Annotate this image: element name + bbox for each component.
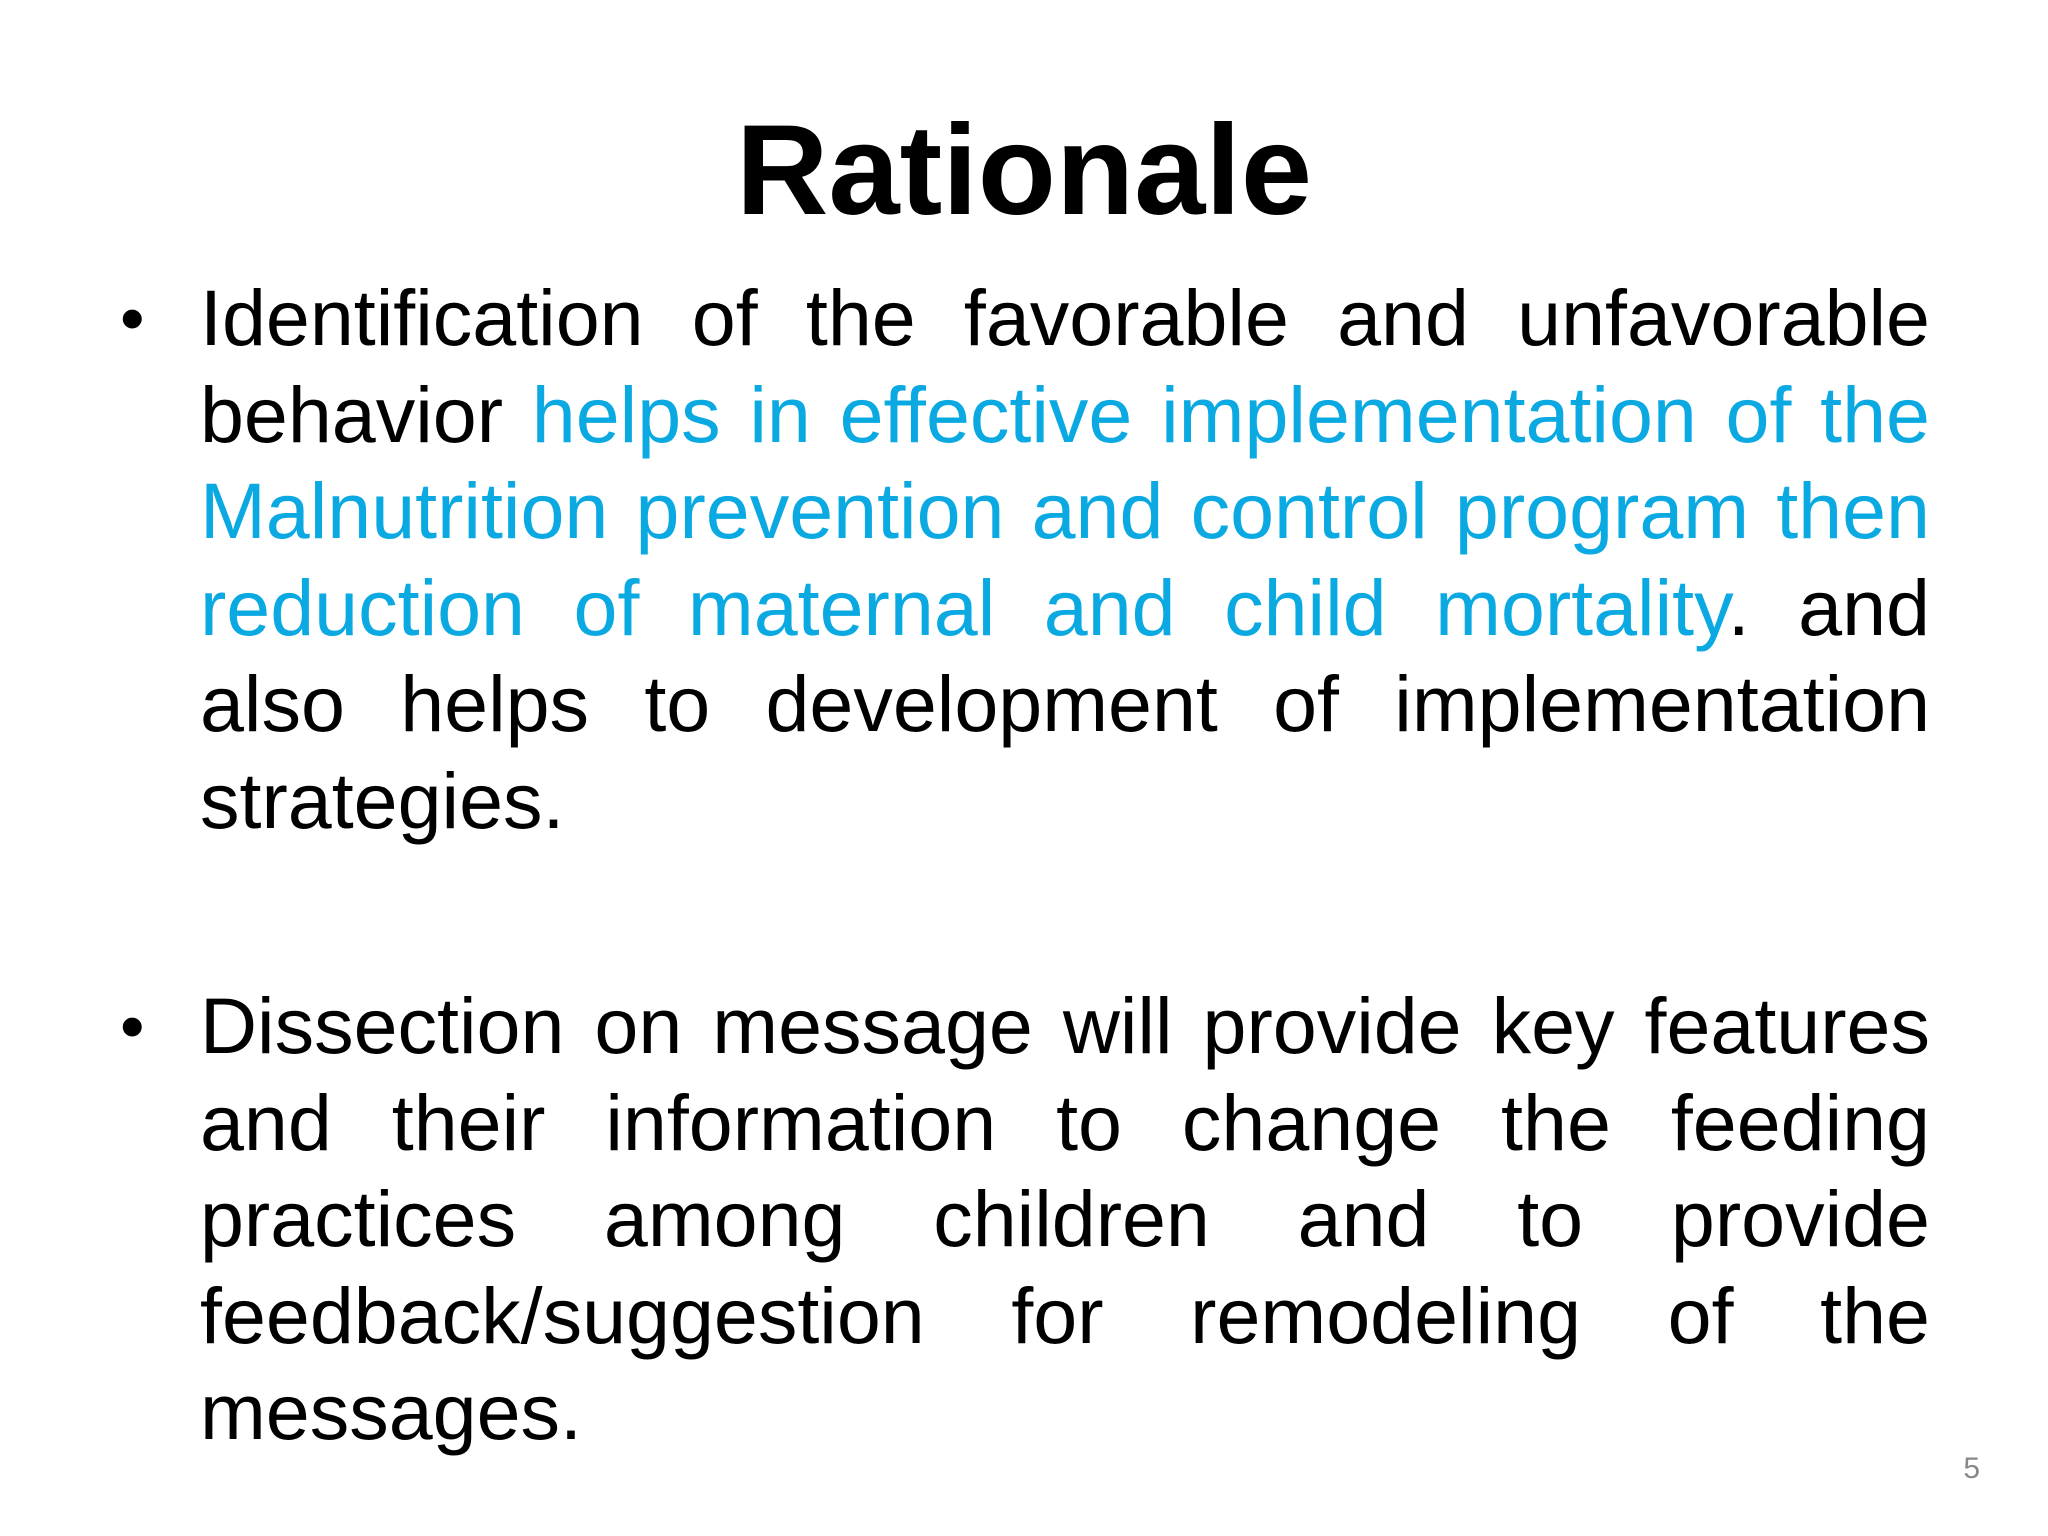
bullet-text-plain: Identification of the favorable and unfavorable behavior (200, 273, 1930, 459)
slide-title: Rationale (735, 99, 1313, 242)
bullet-text (200, 270, 1930, 849)
bullet-item-rationale-1 (120, 270, 1930, 849)
bullet-icon: • (120, 987, 145, 1065)
bullet-text-plain-end: . and also helps to development of implementation strategies. (200, 562, 1930, 845)
bullet-text: Dissection on message will provide key features and their information to change the feeding practices among children and to provide feedback/suggestion for remodeling of the messages. (200, 981, 1930, 1456)
page-number: 5 (1963, 1452, 1980, 1485)
bullet-icon: • (120, 279, 145, 357)
bullet-item-rationale-2 (120, 978, 1930, 1461)
bullet-text-highlight: helps in effective implementation of the Malnutrition prevention and control program then reduction of maternal and child mortality (200, 369, 1930, 652)
